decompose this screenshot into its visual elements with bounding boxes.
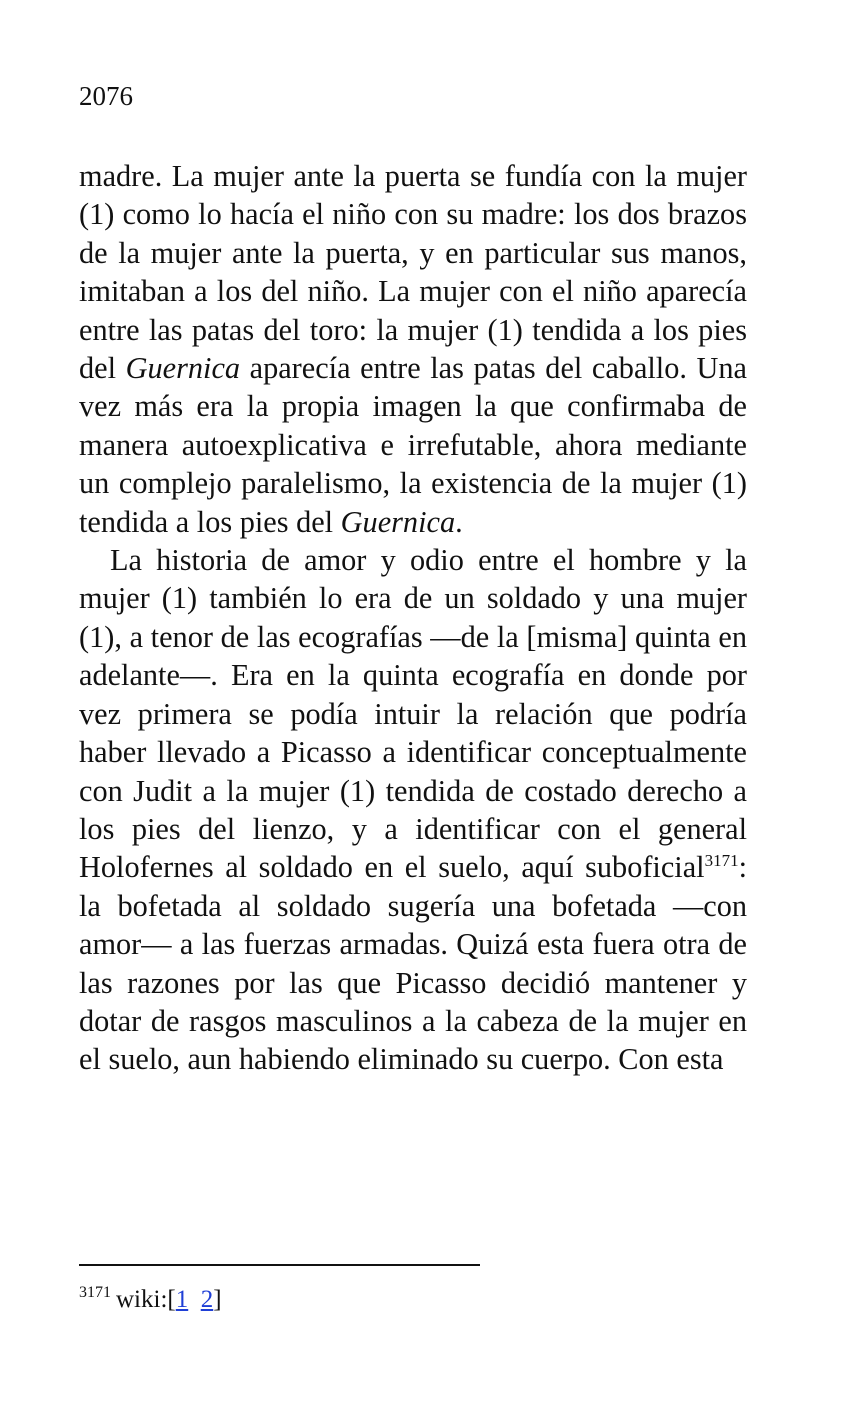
italic-title: Guernica bbox=[125, 351, 241, 386]
body-text bbox=[79, 157, 747, 1079]
paragraph bbox=[79, 157, 747, 541]
footnote-link-2[interactable]: 2 bbox=[200, 1286, 214, 1313]
paragraph-text: La historia de amor y odio entre el hombre y la mujer (1) también lo era de un soldado y una mujer (1), a tenor de las ecografías —de la [misma] quinta en adelante—. Era en la quinta ecografía en donde por vez primera se podía intuir la relación que podría haber llevado a Picasso a identificar conceptualmente con Judit a la mujer (1) tendida de costado derecho a los pies del lienzo, y a identificar con el general Holofernes al soldado en el suelo, aquí suboficial bbox=[79, 543, 747, 885]
page-number: 2076 bbox=[79, 81, 133, 111]
footnote-number: 3171 bbox=[79, 1284, 111, 1301]
paragraph-text: : la bofetada al soldado sugería una bofetada —con amor— a las fuerzas armadas. Quizá esta fuera otra de las razones por las que Picasso decidió mantener y dotar de rasgos masculinos a la cabeza de la mujer en el suelo, aun habiendo eliminado su cuerpo. Con esta bbox=[79, 850, 747, 1077]
footnote-link-1[interactable]: 1 bbox=[175, 1286, 189, 1313]
footnote-divider bbox=[79, 1264, 480, 1266]
footnote-reference: 3171 bbox=[704, 851, 739, 871]
paragraph-text: madre. La mujer ante la puerta se fundía con la mujer (1) como lo hacía el niño con su madre: los dos brazos de la mujer ante la puerta, y en particular sus manos, imitaban a los del niño. La mujer con el niño aparecía entre las patas del toro: la mujer (1) tendida a los pies del bbox=[79, 159, 747, 386]
footnote-suffix: ] bbox=[213, 1286, 222, 1313]
italic-title: Guernica bbox=[340, 504, 456, 539]
paragraph-text: aparecía entre las patas del caballo. Una vez más era la propia imagen la que confirmaba de manera autoexplicativa e irrefutable, ahora mediante un complejo paralelismo, la existencia de la mujer (1) tendida a los pies del bbox=[79, 351, 748, 539]
footnote-prefix: wiki:[ bbox=[116, 1286, 176, 1313]
paragraph-text: . bbox=[455, 504, 463, 539]
paragraph bbox=[79, 541, 747, 1079]
footnote bbox=[79, 1284, 222, 1316]
